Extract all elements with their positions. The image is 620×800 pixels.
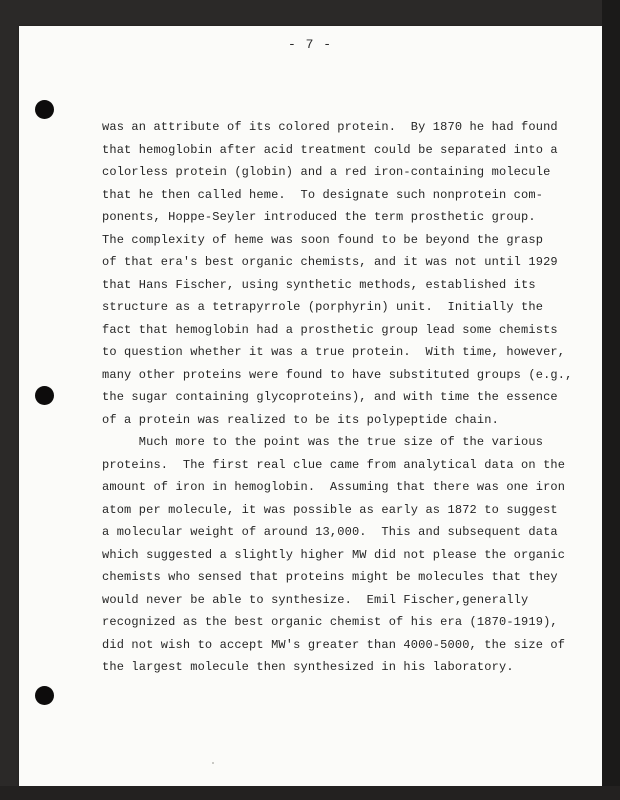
text-line: a molecular weight of around 13,000. This and subsequent data [102, 525, 558, 539]
binder-hole-top [35, 100, 54, 119]
text-line: did not wish to accept MW's greater than 4000-5000, the size of [102, 637, 566, 652]
text-line: proteins. The first real clue came from analytical data on the [102, 457, 566, 472]
text-line: that he then called heme. To designate such nonprotein com- [102, 187, 544, 202]
text-line: would never be able to synthesize. Emil Fischer,generally [102, 592, 529, 607]
text-line: amount of iron in hemoglobin. Assuming that there was one iron [102, 480, 566, 494]
text-line: ponents, Hoppe-Seyler introduced the term prosthetic group. [102, 210, 536, 224]
text-line: The complexity of heme was soon found to be beyond the grasp [102, 232, 544, 247]
text-line: that Hans Fischer, using synthetic methods, established its [102, 277, 536, 292]
text-line: that hemoglobin after acid treatment could be separated into a [102, 142, 558, 157]
text-line: the sugar containing glycoproteins), and with time the essence [102, 390, 558, 404]
text-line: Much more to the point was the true size of the various [102, 435, 544, 449]
text-line: of that era's best organic chemists, and it was not until 1929 [102, 255, 558, 269]
binder-hole-bottom [35, 686, 54, 705]
text-line: fact that hemoglobin had a prosthetic group lead some chemists [102, 322, 558, 337]
scanner-edge-right [602, 0, 620, 800]
paper-speck [212, 762, 214, 764]
text-line: colorless protein (globin) and a red iron-containing molecule [102, 165, 551, 179]
text-line: structure as a tetrapyrrole (porphyrin) unit. Initially the [102, 300, 544, 314]
text-line: was an attribute of its colored protein. By 1870 he had found [102, 120, 558, 134]
text-line: atom per molecule, it was possible as early as 1872 to suggest [102, 502, 558, 517]
scanner-edge-bottom [0, 786, 620, 800]
text-line: many other proteins were found to have substituted groups (e.g., [102, 367, 573, 382]
text-line: of a protein was realized to be its polypeptide chain. [102, 412, 499, 427]
text-line: the largest molecule then synthesized in his laboratory. [102, 660, 514, 674]
text-line: which suggested a slightly higher MW did not please the organic [102, 547, 566, 562]
text-line: recognized as the best organic chemist of his era (1870-1919), [102, 615, 558, 629]
page-number: - 7 - [287, 37, 332, 52]
text-line: chemists who sensed that proteins might be molecules that they [102, 570, 558, 584]
text-line: to question whether it was a true protein. With time, however, [102, 345, 566, 359]
binder-hole-middle [35, 386, 54, 405]
